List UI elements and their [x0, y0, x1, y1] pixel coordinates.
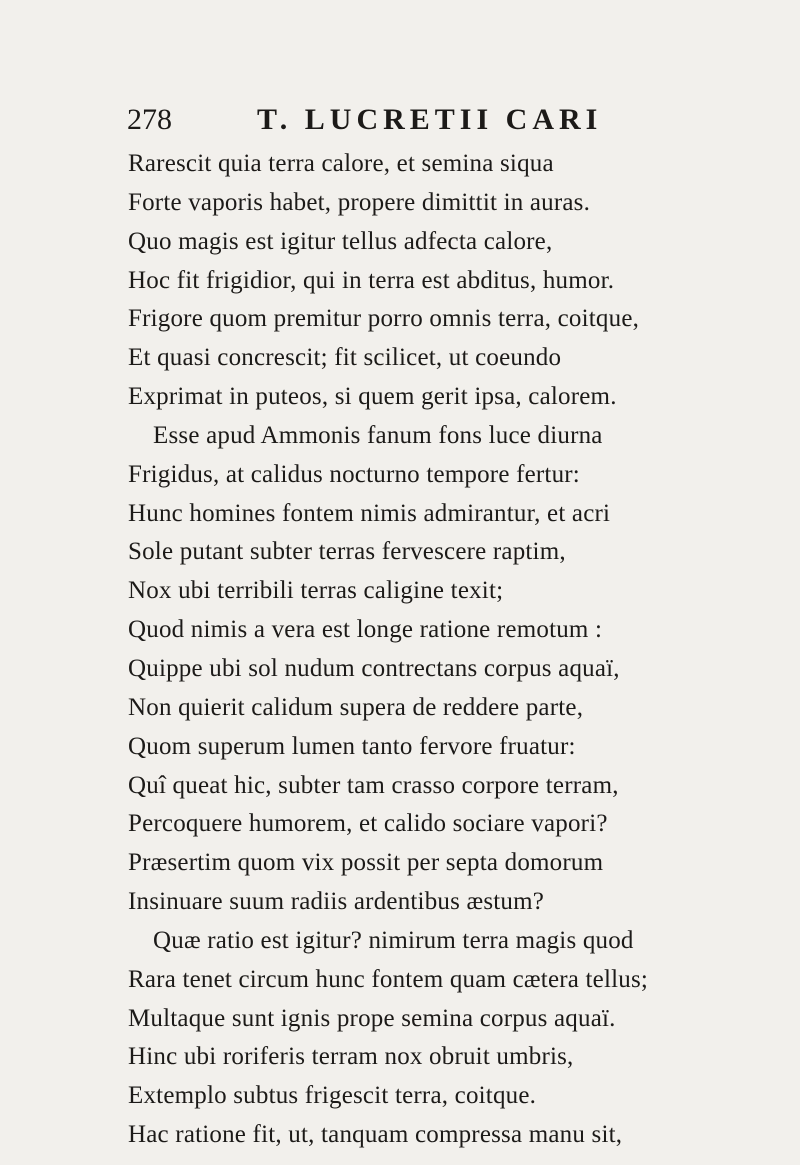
verse-line: Quod nimis a vera est longe ratione remotum : [128, 616, 603, 644]
verse-line: Extemplo subtus frigescit terra, coitque. [128, 1082, 537, 1110]
verse-line: Exprimat in puteos, si quem gerit ipsa, calorem. [128, 383, 617, 411]
verse-line: Rarescit quia terra calore, et semina siqua [128, 150, 554, 177]
verse-line: Hunc homines fontem nimis admirantur, et acri [128, 499, 611, 527]
verse-line: Percoquere humorem, et calido sociare vapori? [128, 810, 608, 838]
verse-line: Hinc ubi roriferis terram nox obruit umbris, [128, 1043, 574, 1071]
verse-line: Et quasi concrescit; fit scilicet, ut coeundo [128, 344, 562, 372]
verse-line: Quæ ratio est igitur? nimirum terra magis quod [153, 926, 634, 954]
running-title: T. LUCRETII CARI [257, 103, 603, 136]
verse-line: Frigore quom premitur porro omnis terra, coitque, [128, 305, 640, 333]
verse-text [128, 145, 788, 1155]
running-head [127, 96, 667, 144]
verse-line: Hac ratione fit, ut, tanquam compressa manu sit, [128, 1121, 623, 1149]
verse-line: Quo magis est igitur tellus adfecta calore, [128, 227, 553, 255]
page-number: 278 [127, 103, 172, 136]
verse-line: Sole putant subter terras fervescere raptim, [128, 538, 566, 566]
verse-line: Rara tenet circum hunc fontem quam cætera tellus; [128, 965, 649, 993]
verse-line: Hoc fit frigidior, qui in terra est abditus, humor. [128, 266, 615, 294]
verse-line: Quom superum lumen tanto fervore fruatur: [128, 732, 576, 760]
verse-line: Frigidus, at calidus nocturno tempore fertur: [128, 460, 580, 488]
verse-line: Præsertim quom vix possit per septa domorum [128, 849, 604, 877]
verse-line: Esse apud Ammonis fanum fons luce diurna [153, 421, 603, 449]
verse-line: Nox ubi terribili terras caligine texit; [128, 577, 504, 605]
verse-line: Quî queat hic, subter tam crasso corpore terram, [128, 771, 619, 799]
verse-line: Forte vaporis habet, propere dimittit in auras. [128, 188, 591, 216]
verse-line: Insinuare suum radiis ardentibus æstum? [128, 888, 545, 916]
verse-line: Non quierit calidum supera de reddere parte, [128, 693, 584, 721]
verse-line: Quippe ubi sol nudum contrectans corpus aquaï, [128, 654, 620, 682]
verse-line: Multaque sunt ignis prope semina corpus aquaï. [128, 1004, 616, 1032]
